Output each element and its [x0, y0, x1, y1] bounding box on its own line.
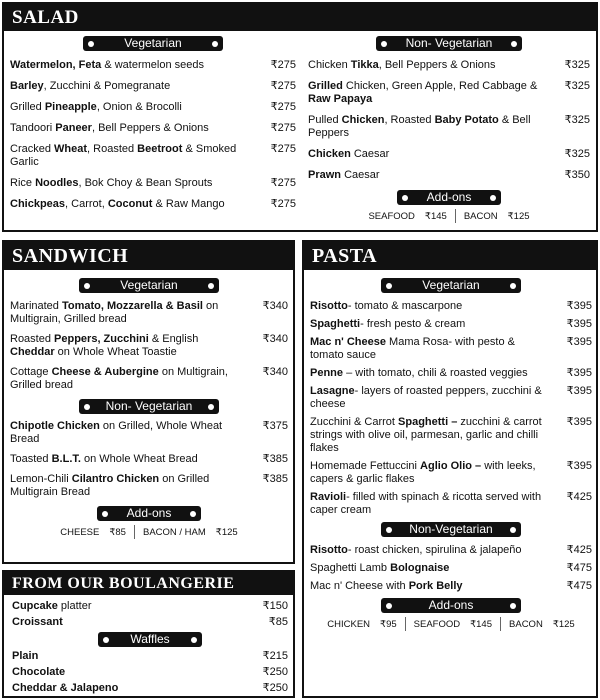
menu-item [12, 650, 288, 663]
menu-item [12, 682, 288, 695]
sandwich-addons-label: Add-ons [97, 506, 201, 521]
menu-item-price: ₹250 [262, 666, 288, 678]
salad-nonveg-label: Non- Vegetarian [376, 36, 522, 51]
menu-item-price: ₹395 [566, 385, 592, 397]
menu-item [10, 122, 296, 135]
menu-item-name [10, 333, 288, 359]
sandwich-title: SANDWICH [4, 242, 293, 270]
menu-item-name [12, 616, 288, 629]
menu-item-name-part: Chicken [341, 114, 385, 126]
menu-item-name-part: on Multigrain, Grilled bread [10, 300, 219, 325]
menu-item-name-part: Watermelon, Feta [10, 59, 102, 71]
menu-item-name-part: Spaghetti [310, 318, 361, 330]
menu-item-price: ₹325 [564, 114, 590, 126]
menu-item-name-part: Caesar [350, 148, 390, 160]
menu-item-name [10, 420, 288, 446]
menu-item-price: ₹150 [262, 600, 288, 612]
menu-item-price: ₹475 [566, 562, 592, 574]
menu-item-name [308, 148, 590, 161]
menu-item-name [310, 544, 592, 557]
menu-item-name-part: Caesar [341, 169, 380, 181]
sandwich-nonveg-label: Non- Vegetarian [79, 399, 219, 414]
menu-item-price: ₹340 [262, 366, 288, 378]
waffles-label: Waffles [98, 632, 202, 647]
menu-item-name-part: Aglio Olio – [420, 460, 482, 472]
menu-item-name-part: on Whole Wheat Bread [80, 453, 198, 465]
menu-item-name [10, 177, 296, 190]
addon-name: CHICKEN [327, 618, 371, 630]
menu-item [12, 600, 288, 613]
menu-item-name-part: , Zucchini & Pomegranate [43, 80, 171, 92]
addon-name: SEAFOOD [413, 618, 461, 630]
salad-veg-column [10, 36, 296, 219]
menu-item [10, 453, 288, 466]
menu-item-price: ₹85 [268, 616, 288, 628]
menu-item [10, 473, 288, 499]
menu-item [10, 177, 296, 190]
menu-item [10, 300, 288, 326]
menu-item-name-part: Mac n' Cheese with [310, 580, 409, 592]
menu-item-name-part: - roast chicken, spirulina & jalapeño [347, 544, 522, 556]
menu-item [310, 416, 592, 455]
menu-item-name-part: Cracked [10, 143, 55, 155]
menu-item-price: ₹395 [566, 336, 592, 348]
menu-item-price: ₹325 [564, 59, 590, 71]
menu-item-price: ₹475 [566, 580, 592, 592]
menu-item-name-part: Rice [10, 177, 36, 189]
menu-item-name-part: - fresh pesto & cream [360, 318, 466, 330]
menu-item-price: ₹395 [566, 367, 592, 379]
menu-item-price: ₹250 [262, 682, 288, 694]
menu-item-name-part: Raw Papaya [308, 93, 373, 105]
menu-item [308, 114, 590, 140]
menu-item [310, 336, 592, 362]
menu-item-name-part: Bolognaise [390, 562, 450, 574]
menu-item-name-part: Zucchini & Carrot [310, 416, 399, 428]
menu-item-name-part: Cupcake [12, 600, 58, 612]
boulangerie-section [2, 570, 295, 698]
menu-item-name-part: Chicken, Green Apple, Red Cabbage & [342, 80, 538, 92]
menu-item-name-part: B.L.T. [51, 453, 81, 465]
addon-price: ₹145 [470, 618, 493, 630]
menu-item-name-part: Risotto [310, 544, 348, 556]
menu-item-name-part: Cottage [10, 366, 52, 378]
pasta-title: PASTA [304, 242, 596, 270]
menu-item-name-part: , Bell Peppers & Onions [378, 59, 496, 71]
menu-item-name-part: Paneer [55, 122, 92, 134]
menu-item [10, 101, 296, 114]
menu-item-name [10, 80, 296, 93]
boulangerie-title: FROM OUR BOULANGERIE [4, 572, 293, 595]
menu-item-name-part: Penne [310, 367, 344, 379]
menu-item-price: ₹325 [564, 80, 590, 92]
sandwich-addons-list [10, 525, 288, 539]
menu-item-name [12, 666, 288, 679]
menu-item-name-part: Cilantro Chicken [71, 473, 160, 485]
menu-item-name-part: Chicken [308, 148, 351, 160]
menu-item-name-part: Croissant [12, 616, 63, 628]
menu-item-price: ₹395 [566, 318, 592, 330]
menu-item-name-part: on Grilled Multigrain Bread [10, 473, 210, 498]
addon-price: ₹125 [552, 618, 575, 630]
menu-item-name-part: Ravioli [310, 491, 347, 503]
menu-item-name-part: – with tomato, chili & roasted veggies [343, 367, 528, 379]
menu-item-name [10, 143, 296, 169]
menu-item-name [12, 650, 288, 663]
menu-item-price: ₹325 [564, 148, 590, 160]
addon-divider [405, 617, 406, 631]
menu-item-name [310, 367, 592, 380]
salad-nonveg-column [308, 36, 590, 223]
menu-item-name-part: Pineapple [44, 101, 97, 113]
menu-item-price: ₹385 [262, 453, 288, 465]
menu-item-name-part: zucchini & carrot strings with olive oil, parmesan, garlic and chilli flakes [310, 416, 542, 454]
menu-item-name [310, 300, 592, 313]
menu-item-name-part: Homemade Fettuccini [310, 460, 421, 472]
addon-divider [455, 209, 456, 223]
salad-veg-label: Vegetarian [83, 36, 223, 51]
menu-item-price: ₹275 [270, 143, 296, 155]
menu-item-price: ₹275 [270, 80, 296, 92]
menu-item [310, 367, 592, 380]
menu-item-name-part: with leeks, capers & garlic flakes [310, 460, 536, 485]
sandwich-veg-label: Vegetarian [79, 278, 219, 293]
menu-item-price: ₹375 [262, 420, 288, 432]
menu-item [308, 169, 590, 182]
pasta-veg-label: Vegetarian [381, 278, 521, 293]
addon-name: SEAFOOD [368, 210, 415, 222]
menu-item-price: ₹395 [566, 460, 592, 472]
menu-item-price: ₹425 [566, 491, 592, 503]
menu-item [308, 148, 590, 161]
menu-item-name-part: - filled with spinach & ricotta served with caper cream [310, 491, 542, 516]
addon-name: BACON [509, 618, 543, 630]
menu-item-name [10, 122, 296, 135]
menu-item-name-part: Tikka [350, 59, 379, 71]
menu-item-name [308, 169, 590, 182]
menu-item-name [310, 491, 592, 517]
menu-item-name-part: platter [57, 600, 92, 612]
menu-item [10, 333, 288, 359]
pasta-addons-list [310, 617, 592, 631]
menu-item-name-part: Cheddar [10, 346, 55, 358]
menu-item-price: ₹350 [564, 169, 590, 181]
menu-item-price: ₹275 [270, 101, 296, 113]
menu-item-name-part: , Carrot, [65, 198, 108, 210]
menu-item [10, 198, 296, 211]
menu-item-name-part: , Bok Choy & Bean Sprouts [78, 177, 213, 189]
menu-item-name [12, 600, 288, 613]
menu-item-name-part: Plain [12, 650, 39, 662]
addon-price: ₹145 [424, 210, 447, 222]
addon-name: BACON / HAM [142, 526, 206, 538]
menu-item-name [10, 366, 288, 392]
menu-item-name-part: & Smoked Garlic [10, 143, 237, 168]
menu-item [310, 460, 592, 486]
menu-item-name [310, 385, 592, 411]
menu-item-name-part: Peppers, Zucchini [54, 333, 149, 345]
menu-item [10, 143, 296, 169]
menu-item-name-part: Baby Potato [434, 114, 499, 126]
menu-item-name-part: on Whole Wheat Toastie [54, 346, 177, 358]
addon-price: ₹85 [109, 526, 126, 538]
menu-item-name [10, 453, 288, 466]
menu-item-name-part: Lemon-Chili [10, 473, 72, 485]
menu-item-price: ₹340 [262, 333, 288, 345]
menu-item-name-part: Tandoori [10, 122, 56, 134]
salad-section [2, 2, 598, 232]
menu-item-name [310, 416, 592, 455]
menu-item-name-part: , Roasted [87, 143, 138, 155]
menu-item-name-part: Grilled [10, 101, 45, 113]
addon-price: ₹95 [380, 618, 397, 630]
pasta-nonveg-label: Non-Vegetarian [381, 522, 521, 537]
salad-addons-label: Add-ons [397, 190, 501, 205]
menu-item [310, 580, 592, 593]
menu-item [10, 366, 288, 392]
menu-item-name [10, 473, 288, 499]
addon-price: ₹125 [215, 526, 238, 538]
salad-title: SALAD [4, 4, 596, 31]
pasta-addons-label: Add-ons [381, 598, 521, 613]
menu-item-name [310, 460, 592, 486]
menu-item-name-part: Pulled [308, 114, 342, 126]
menu-item [12, 616, 288, 629]
menu-item-name-part: Chicken [308, 59, 351, 71]
menu-item-name-part: Noodles [35, 177, 79, 189]
menu-item [310, 318, 592, 331]
menu-item-name-part: Risotto [310, 300, 348, 312]
menu-item-name [10, 101, 296, 114]
menu-item-name-part: - tomato & mascarpone [347, 300, 463, 312]
pasta-section [302, 240, 598, 698]
menu-item-price: ₹425 [566, 544, 592, 556]
menu-item-price: ₹395 [566, 416, 592, 428]
menu-item-name [308, 80, 590, 106]
menu-item-price: ₹275 [270, 198, 296, 210]
menu-item-name-part: Chocolate [12, 666, 66, 678]
menu-item [10, 80, 296, 93]
menu-item-price: ₹395 [566, 300, 592, 312]
menu-item [310, 544, 592, 557]
menu-item-price: ₹275 [270, 177, 296, 189]
addon-price: ₹125 [507, 210, 530, 222]
menu-item-name [310, 336, 592, 362]
menu-item-name [310, 318, 592, 331]
menu-item-name-part: Spaghetti Lamb [310, 562, 391, 574]
menu-item-name-part: Mac n' Cheese [310, 336, 386, 348]
menu-item [308, 80, 590, 106]
menu-item-name [308, 114, 590, 140]
menu-item-name-part: Beetroot [137, 143, 183, 155]
menu-item-name-part: , Roasted [384, 114, 435, 126]
menu-item-name-part: Pork Belly [408, 580, 463, 592]
menu-item-name-part: , Bell Peppers & Onions [91, 122, 209, 134]
menu-item-name [10, 198, 296, 211]
menu-item-name [310, 580, 592, 593]
menu-item [12, 666, 288, 679]
menu-item-name-part: Cheese & Aubergine [51, 366, 159, 378]
menu-item-price: ₹215 [262, 650, 288, 662]
menu-item-name [10, 59, 296, 72]
menu-item-price: ₹385 [262, 473, 288, 485]
menu-item [10, 420, 288, 446]
salad-addons-list [308, 209, 590, 223]
menu-item [310, 385, 592, 411]
menu-item-name-part: - layers of roasted peppers, zucchini & cheese [310, 385, 542, 410]
menu-item-name [12, 682, 288, 695]
menu-item-name-part: & watermelon seeds [101, 59, 204, 71]
menu-item-name-part: on Multigrain, Grilled bread [10, 366, 228, 391]
menu-item-name-part: Chickpeas [10, 198, 66, 210]
menu-item [10, 59, 296, 72]
menu-item-name-part: Lasagne [310, 385, 355, 397]
menu-item-name-part: Coconut [107, 198, 153, 210]
menu-item-name-part: & Raw Mango [152, 198, 225, 210]
menu-item-name [10, 300, 288, 326]
menu-item-name-part: Toasted [10, 453, 52, 465]
menu-item [308, 59, 590, 72]
menu-item-name-part: & English [148, 333, 199, 345]
menu-item-name-part: Prawn [308, 169, 342, 181]
menu-item-name-part: Spaghetti – [398, 416, 458, 428]
menu-item-name-part: Roasted [10, 333, 55, 345]
menu-item-name [308, 59, 590, 72]
menu-item-name-part: Barley [10, 80, 44, 92]
menu-item-name-part: on Grilled, Whole Wheat Bread [10, 420, 223, 445]
menu-item-name-part: & Bell Peppers [308, 114, 531, 139]
addon-name: BACON [463, 210, 498, 222]
menu-item-name-part: Tomato, Mozzarella & Basil [61, 300, 203, 312]
menu-item-name-part: Marinated [10, 300, 62, 312]
menu-item-name-part: , Onion & Brocolli [96, 101, 182, 113]
menu-item [310, 491, 592, 517]
menu-item [310, 562, 592, 575]
menu-item-name-part: Mama Rosa- with pesto & tomato sauce [310, 336, 515, 361]
menu-item-name-part: Cheddar & Jalapeno [12, 682, 119, 694]
menu-item-price: ₹275 [270, 59, 296, 71]
sandwich-section [2, 240, 295, 564]
menu-item-name-part: Chipotle Chicken [10, 420, 100, 432]
menu-item-price: ₹275 [270, 122, 296, 134]
addon-divider [500, 617, 501, 631]
menu-item-price: ₹340 [262, 300, 288, 312]
menu-item [310, 300, 592, 313]
menu-item-name [310, 562, 592, 575]
menu-item-name-part: Grilled [308, 80, 343, 92]
menu-item-name-part: Wheat [54, 143, 88, 155]
addon-name: CHEESE [60, 526, 100, 538]
addon-divider [134, 525, 135, 539]
